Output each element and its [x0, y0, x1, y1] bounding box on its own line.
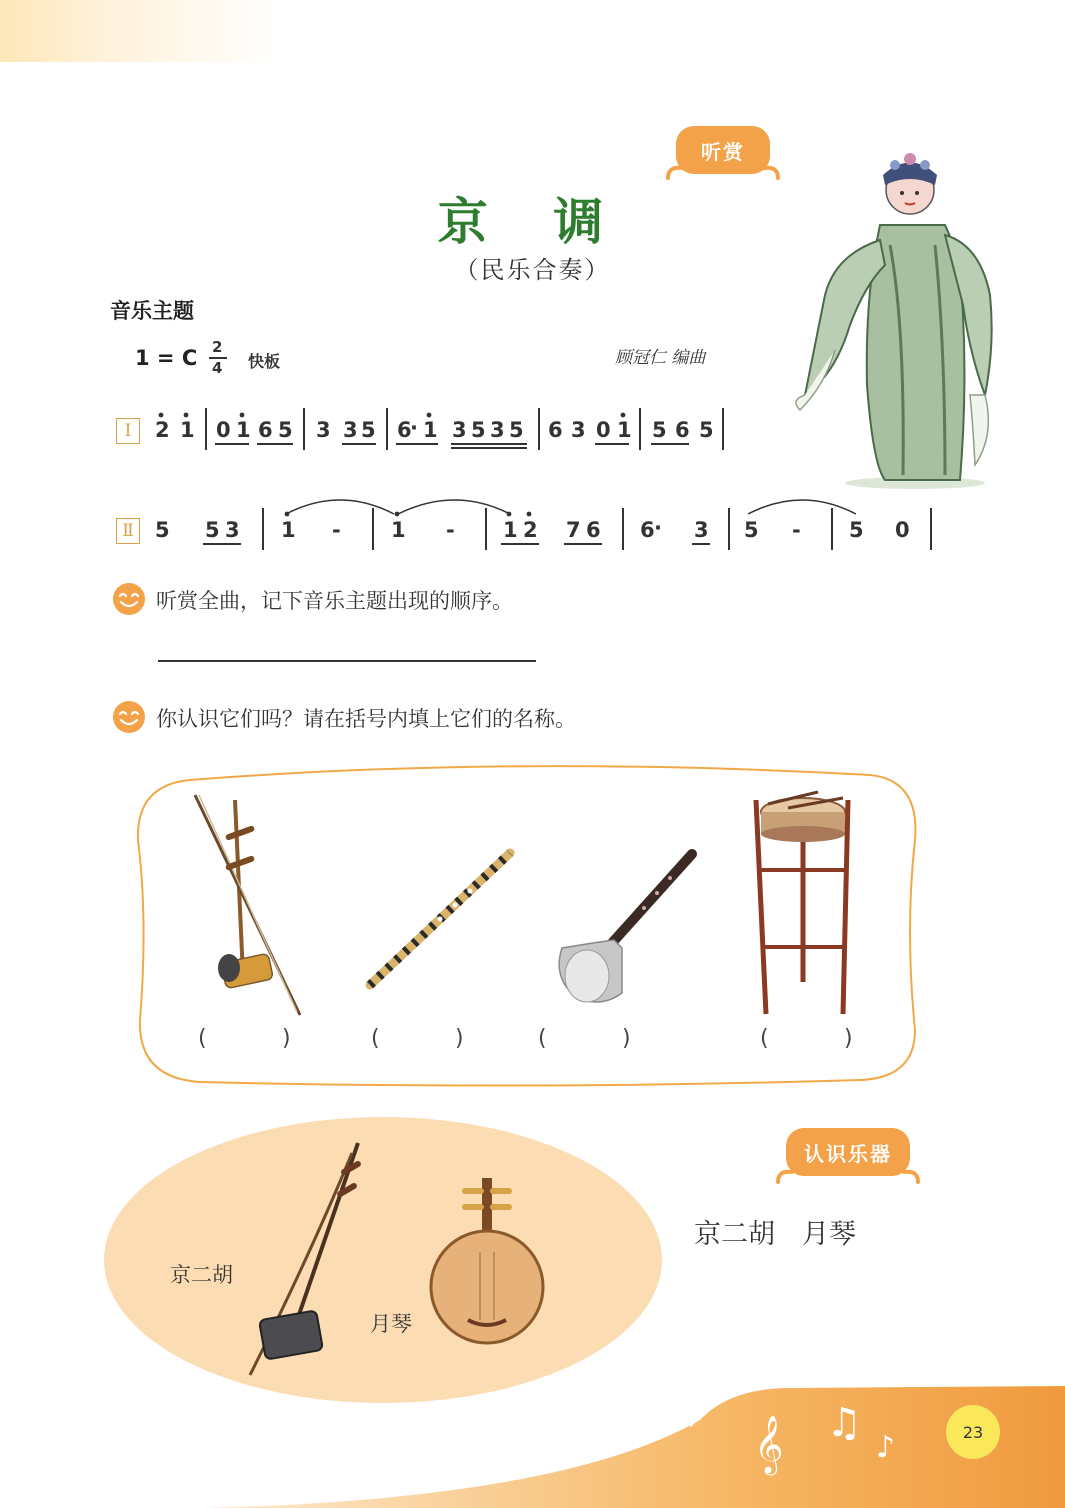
note: 5 [744, 518, 759, 542]
beam-line [595, 443, 629, 445]
paren-open: ( [371, 1026, 380, 1051]
beam-line [451, 443, 527, 445]
barline [262, 508, 264, 550]
treble-clef-icon: 𝄞 [754, 1415, 784, 1473]
note: 5 [361, 418, 376, 442]
beam-line [501, 543, 539, 545]
note: 6 [397, 418, 412, 442]
note: 5 [849, 518, 864, 542]
octave-dots [150, 410, 640, 424]
paren-close: ) [622, 1026, 631, 1051]
question-2-text: 你认识它们吗？请在括号内填上它们的名称。 [156, 707, 576, 731]
paren-open: ( [538, 1026, 547, 1051]
smile-icon [112, 700, 146, 734]
paren-close: ) [844, 1026, 853, 1051]
composer-credit: 顾冠仁 编曲 [615, 348, 706, 368]
jinghu-illustration [240, 1135, 370, 1380]
paren-close: ) [282, 1026, 291, 1051]
barline [722, 408, 724, 450]
listen-badge: 听赏 [676, 126, 770, 174]
note: 0 [216, 418, 231, 442]
music-theme-label: 音乐主题 [110, 299, 194, 323]
note: 3 [452, 418, 467, 442]
note: 6 [586, 518, 601, 542]
beam-line [342, 443, 376, 445]
staff-roman-2: Ⅱ [116, 518, 140, 544]
erhu-illustration [185, 790, 310, 1020]
note: 3 [343, 418, 358, 442]
beam-line [564, 543, 602, 545]
note: 5 [699, 418, 714, 442]
note: 5 [205, 518, 220, 542]
note: 3 [225, 518, 240, 542]
beam-line [692, 543, 710, 545]
answer-line[interactable] [158, 660, 536, 662]
song-title: 京 调 [437, 192, 628, 251]
note: 0 [895, 518, 910, 542]
key-signature: 1 = C [135, 346, 198, 370]
barline [930, 508, 932, 550]
yueqin-illustration [428, 1172, 548, 1347]
smile-icon [112, 582, 146, 616]
note: 3 [316, 418, 331, 442]
suona-illustration [552, 848, 707, 1008]
beam-line [396, 443, 438, 445]
page-number: 23 [946, 1405, 1000, 1459]
beam-line [203, 543, 241, 545]
paren-close: ) [455, 1026, 464, 1051]
note: 5 [652, 418, 667, 442]
note: 5 [471, 418, 486, 442]
paren-open: ( [760, 1026, 769, 1051]
beam-line [651, 443, 689, 445]
question-1-text: 听赏全曲，记下音乐主题出现的顺序。 [156, 589, 513, 613]
note: 3 [490, 418, 505, 442]
note: 6 [548, 418, 563, 442]
note: 3 [571, 418, 586, 442]
song-subtitle: （民乐合奏） [454, 256, 611, 284]
note: 3 [694, 518, 709, 542]
beam-line [257, 443, 293, 445]
dot: · [654, 516, 662, 540]
paren-open: ( [198, 1026, 207, 1051]
note: 1 [180, 418, 195, 442]
note: 2 [523, 518, 538, 542]
yueqin-label: 月琴 [370, 1312, 412, 1336]
instruments-badge: 认识乐器 [786, 1128, 910, 1176]
note: - [332, 518, 341, 542]
note: 5 [278, 418, 293, 442]
note: 6 [640, 518, 655, 542]
note: 2 [155, 418, 170, 442]
note: 7 [566, 518, 581, 542]
corner-decoration [0, 0, 280, 62]
note: 6 [258, 418, 273, 442]
time-signature-bottom: 4 [212, 359, 223, 377]
time-signature-top: 2 [212, 338, 223, 356]
note: 6 [675, 418, 690, 442]
bottom-decoration [0, 1380, 1065, 1508]
tempo-marking: 快板 [248, 352, 281, 371]
jinghu-label: 京二胡 [170, 1263, 233, 1287]
note: 1 [281, 518, 296, 542]
dot: · [410, 416, 418, 440]
note: - [792, 518, 801, 542]
note: 1 [236, 418, 251, 442]
tie-slurs [270, 488, 870, 520]
beam-line [451, 447, 527, 449]
dizi-illustration [360, 845, 520, 995]
note: 1 [391, 518, 406, 542]
note: - [446, 518, 455, 542]
note: 5 [509, 418, 524, 442]
note: 1 [423, 418, 438, 442]
instrument-names-text: 京二胡 月琴 [694, 1219, 856, 1250]
beamed-notes-icon: ♫ [826, 1400, 862, 1446]
note: 0 [596, 418, 611, 442]
beam-line [215, 443, 249, 445]
eighth-note-icon: ♪ [876, 1430, 896, 1465]
drum-stand-illustration [748, 782, 858, 1022]
staff-roman-1: Ⅰ [116, 418, 140, 444]
note: 1 [617, 418, 632, 442]
note: 5 [155, 518, 170, 542]
note: 1 [503, 518, 518, 542]
